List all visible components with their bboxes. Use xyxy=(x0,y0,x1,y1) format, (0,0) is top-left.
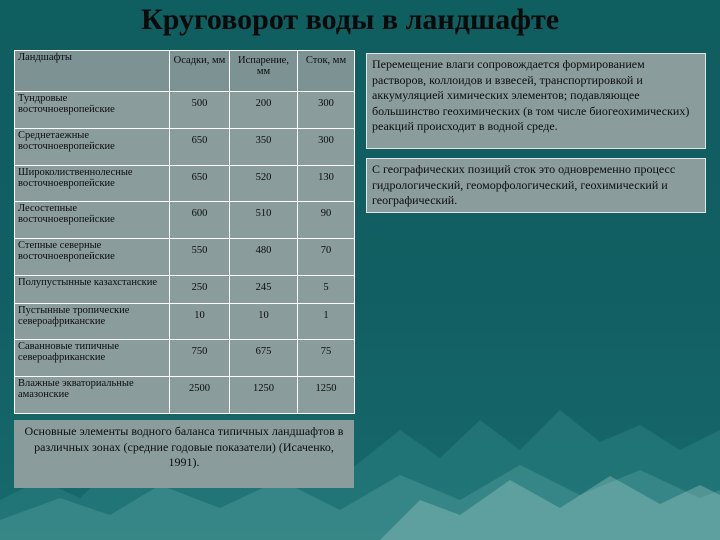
table-row xyxy=(15,340,355,377)
cell-runoff: 90 xyxy=(298,202,355,239)
text-box-runoff-definition: С географических позиций сток это одновременно процесс гидрологический, геоморфологический, геохимический и географический. xyxy=(366,158,706,213)
cell-precipitation: 600 xyxy=(170,202,230,239)
cell-evaporation: 520 xyxy=(230,165,298,202)
header-precipitation: Осадки, мм xyxy=(170,51,230,92)
cell-landscape: Тундровые восточноевропейские xyxy=(15,92,170,129)
slide-title: Круговорот воды в ландшафте xyxy=(140,3,560,36)
cell-precipitation: 650 xyxy=(170,165,230,202)
cell-precipitation: 500 xyxy=(170,92,230,129)
cell-runoff: 5 xyxy=(298,275,355,303)
cell-evaporation: 10 xyxy=(230,303,298,340)
cell-runoff: 1250 xyxy=(298,377,355,414)
text-box-moisture-transfer: Перемещение влаги сопровождается формированием растворов, коллоидов и взвесей, транспортировкой и аккумуляцией химических элементов; подавляющее большинство геохимических (в том числе биогеохимических) реакций происходит в водной среде. xyxy=(366,53,706,149)
cell-evaporation: 350 xyxy=(230,128,298,165)
cell-evaporation: 1250 xyxy=(230,377,298,414)
cell-evaporation: 480 xyxy=(230,239,298,276)
cell-landscape: Лесостепные восточноевропейские xyxy=(15,202,170,239)
table-row xyxy=(15,239,355,276)
cell-runoff: 70 xyxy=(298,239,355,276)
cell-landscape: Среднетаежные восточноевропейские xyxy=(15,128,170,165)
cell-landscape: Влажные экваториальные амазонские xyxy=(15,377,170,414)
cell-landscape: Полупустынные казахстанские xyxy=(15,275,170,303)
cell-runoff: 1 xyxy=(298,303,355,340)
cell-landscape: Степные северные восточноевропейские xyxy=(15,239,170,276)
cell-precipitation: 250 xyxy=(170,275,230,303)
cell-runoff: 300 xyxy=(298,128,355,165)
header-landscape: Ландшафты xyxy=(15,51,170,92)
table-row xyxy=(15,377,355,414)
cell-evaporation: 510 xyxy=(230,202,298,239)
cell-precipitation: 10 xyxy=(170,303,230,340)
table-row xyxy=(15,165,355,202)
cell-precipitation: 750 xyxy=(170,340,230,377)
water-balance-table xyxy=(14,50,354,414)
header-runoff: Сток, мм xyxy=(298,51,355,92)
table-row xyxy=(15,92,355,129)
table-row xyxy=(15,275,355,303)
table-row xyxy=(15,303,355,340)
cell-precipitation: 2500 xyxy=(170,377,230,414)
cell-evaporation: 200 xyxy=(230,92,298,129)
cell-runoff: 130 xyxy=(298,165,355,202)
cell-precipitation: 650 xyxy=(170,128,230,165)
cell-landscape: Широколиственнолесные восточноевропейские xyxy=(15,165,170,202)
cell-landscape: Пустынные тропические североафриканские xyxy=(15,303,170,340)
table-row xyxy=(15,128,355,165)
cell-runoff: 75 xyxy=(298,340,355,377)
cell-evaporation: 245 xyxy=(230,275,298,303)
table-caption: Основные элементы водного баланса типичных ландшафтов в различных зонах (средние годовые показатели) (Исаченко, 1991). xyxy=(14,420,354,488)
header-evaporation: Испарение, мм xyxy=(230,51,298,92)
cell-landscape: Саванновые типичные североафриканские xyxy=(15,340,170,377)
cell-runoff: 300 xyxy=(298,92,355,129)
table-header-row xyxy=(15,51,355,92)
table-row xyxy=(15,202,355,239)
cell-evaporation: 675 xyxy=(230,340,298,377)
cell-precipitation: 550 xyxy=(170,239,230,276)
data-table xyxy=(14,50,355,414)
